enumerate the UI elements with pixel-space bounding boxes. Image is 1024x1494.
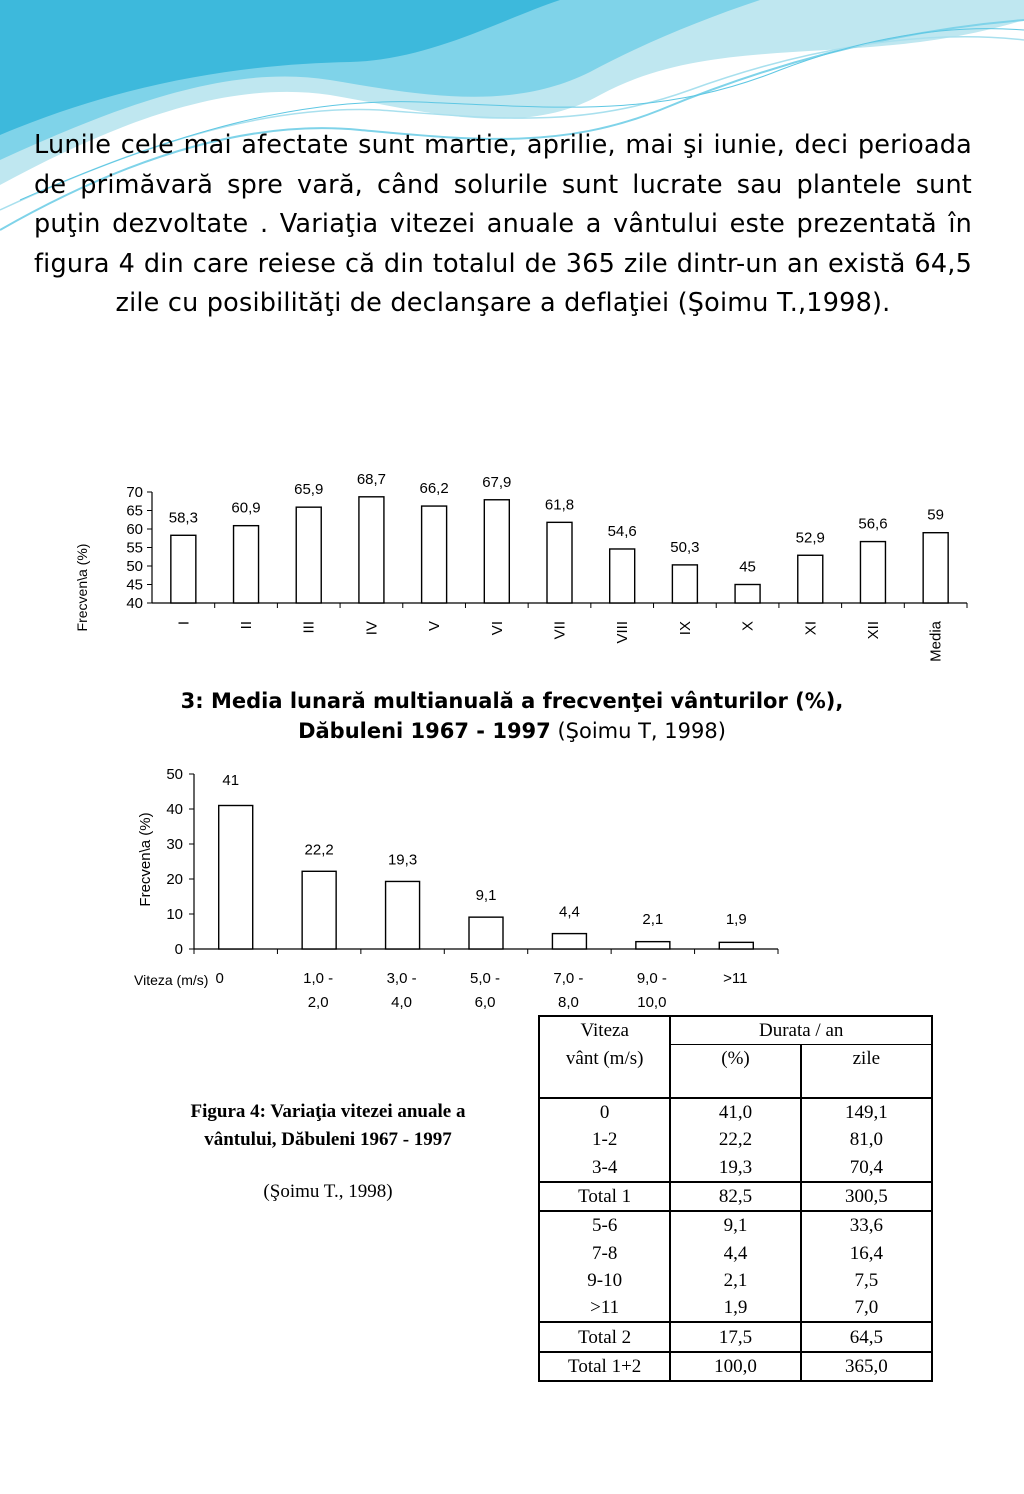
chart1-category-label: IV (363, 621, 381, 636)
table-cell-pct: 82,5 (670, 1182, 800, 1211)
figure4-source: (Şoimu T., 1998) (263, 1181, 393, 1202)
chart1-bar (422, 506, 447, 603)
chart1-bar (359, 497, 384, 603)
chart1-category-label: II (238, 621, 256, 630)
chart2-category-label: 5,0 - (469, 970, 501, 987)
table-cell-zile: 7,5 (801, 1267, 932, 1294)
header-viteza-unit: vânt (m/s) (539, 1045, 670, 1099)
chart2-category-label: 10,0 (637, 994, 667, 1011)
chart1-y-tick-label: 60 (126, 521, 143, 538)
table-cell-viteza: 1-2 (539, 1126, 670, 1153)
chart1-y-axis-label: Frecven\a (%) (74, 543, 90, 632)
chart1-value-label: 65,9 (294, 481, 324, 499)
chart2-bar (719, 942, 753, 949)
chart2-bar (636, 942, 670, 949)
chart2-y-tick-label: 20 (166, 871, 183, 888)
chart2-category-label: 8,0 (557, 994, 579, 1011)
chart2-value-label: 1,9 (725, 911, 747, 928)
chart1-bar (735, 585, 760, 604)
chart1-y-tick-label: 40 (126, 595, 143, 612)
chart1-category-label: IX (676, 621, 694, 636)
table-cell-viteza: 5-6 (539, 1211, 670, 1239)
chart2-y-tick-label: 40 (166, 801, 183, 818)
table-row (539, 1126, 932, 1153)
figure3-caption (0, 686, 1024, 746)
chart1-category-label: XI (802, 621, 820, 636)
chart2-bar (219, 806, 253, 950)
chart1-bar (296, 507, 321, 603)
chart1-y-tick-label: 65 (126, 502, 143, 520)
table-cell-viteza: 3-4 (539, 1154, 670, 1182)
table-cell-pct: 41,0 (670, 1098, 800, 1126)
table-cell-pct: 22,2 (670, 1126, 800, 1153)
chart2-x-axis-label: Viteza (m/s) (134, 972, 209, 988)
table-cell-zile: 70,4 (801, 1154, 932, 1182)
table-row (539, 1182, 932, 1211)
chart2-y-axis-label: Frecven\a (%) (137, 812, 154, 907)
chart2-bar (302, 871, 336, 949)
table-cell-viteza: Total 1+2 (539, 1352, 670, 1381)
chart2-y-tick-label: 0 (174, 941, 183, 958)
chart1-bar (610, 549, 635, 603)
table-cell-viteza: 9-10 (539, 1267, 670, 1294)
chart2-category-label: 2,0 (307, 994, 329, 1011)
table-cell-viteza: >11 (539, 1294, 670, 1322)
chart2-y-tick-label: 50 (166, 766, 183, 783)
chart1-value-label: 45 (739, 558, 756, 576)
chart1-value-label: 54,6 (607, 522, 637, 540)
table-cell-zile: 300,5 (801, 1182, 932, 1211)
header-pct: (%) (670, 1045, 800, 1099)
chart1-value-label: 67,9 (482, 473, 512, 491)
chart1-y-tick-label: 50 (126, 558, 143, 575)
table-row (539, 1352, 932, 1381)
chart1-category-label: VIII (614, 621, 632, 644)
chart1-y-tick-label: 70 (126, 484, 143, 501)
chart2-value-label: 9,1 (475, 887, 497, 905)
chart1-bar (798, 555, 823, 603)
table-cell-pct: 9,1 (670, 1211, 800, 1239)
figure3-caption-line1: 3: Media lunară multianuală a frecvenţei vânturilor (%), (180, 689, 844, 713)
wind-speed-frequency-chart (0, 760, 1024, 1020)
table-row (539, 1211, 932, 1239)
chart1-category-label: I (175, 621, 193, 626)
header-viteza (539, 1016, 670, 1045)
figure3-caption-source: (Şoimu T, 1998) (550, 719, 726, 743)
table-cell-pct: 2,1 (670, 1267, 800, 1294)
table-cell-viteza: 0 (539, 1098, 670, 1126)
chart1-category-label: XII (864, 621, 882, 640)
chart1-y-tick-label: 55 (126, 539, 143, 557)
chart1-value-label: 59 (927, 506, 944, 524)
intro-paragraph: Lunile cele mai afectate sunt martie, aprilie, mai şi iunie, deci perioada de primăvară spre vară, când solurile sunt lucrate sau plantele sunt puţin dezvoltate . Variaţia vitezei anuale a vântului este prezentată în figura 4 din care reiese că din totalul de 365 zile dintr-un an există 64,5 zile cu posibilităţi de declanşare a deflaţiei (Şoimu T.,1998). (34, 130, 972, 318)
chart1-category-label: Media (927, 621, 945, 662)
chart2-bar (469, 917, 503, 949)
table-row (539, 1098, 932, 1126)
chart2-category-label: >11 (723, 970, 748, 987)
figure4-caption: Figura 4: Variaţia vitezei anuale a vântului, Dăbuleni 1967 - 1997 (190, 1101, 466, 1150)
chart1-value-label: 66,2 (419, 480, 449, 498)
table-cell-viteza: 7-8 (539, 1239, 670, 1266)
chart1-category-label: III (300, 621, 318, 634)
chart1-bar (484, 500, 509, 603)
chart2-value-label: 4,4 (558, 903, 580, 921)
table-cell-zile: 33,6 (801, 1211, 932, 1239)
chart1-category-label: V (426, 621, 444, 632)
chart2-value-label: 19,3 (387, 851, 418, 869)
table-cell-viteza: Total 1 (539, 1182, 670, 1211)
chart1-bar (672, 565, 697, 603)
chart2-category-label: 6,0 (474, 994, 496, 1011)
chart2-category-label: 4,0 (391, 994, 413, 1011)
chart1-bar (547, 522, 572, 603)
chart1-value-label: 56,6 (858, 515, 888, 533)
chart1-category-label: VII (551, 621, 569, 640)
chart1-value-label: 58,3 (168, 509, 198, 527)
chart2-value-label: 22,2 (304, 841, 334, 859)
chart2-category-label: 7,0 - (553, 970, 584, 987)
table-row (539, 1239, 932, 1266)
chart2-value-label: 2,1 (642, 911, 664, 928)
chart1-category-label: X (739, 621, 757, 632)
chart2-category-label: 1,0 - (303, 970, 334, 987)
table-cell-viteza: Total 2 (539, 1322, 670, 1351)
table-cell-zile: 365,0 (801, 1352, 932, 1381)
table-row (539, 1322, 932, 1351)
chart2-category-label: 0 (215, 970, 224, 987)
figure3-caption-line2: Dăbuleni 1967 - 1997 (298, 719, 551, 743)
chart1-bar (860, 542, 885, 603)
chart1-value-label: 68,7 (356, 470, 387, 488)
table-cell-pct: 1,9 (670, 1294, 800, 1322)
chart2-category-label: 9,0 - (636, 970, 667, 987)
table-row (539, 1267, 932, 1294)
table-cell-pct: 17,5 (670, 1322, 800, 1351)
table-cell-zile: 16,4 (801, 1239, 932, 1266)
wind-duration-table (538, 1015, 933, 1382)
header-zile: zile (801, 1045, 932, 1099)
chart2-bar (552, 934, 586, 949)
table-row (539, 1294, 932, 1322)
chart2-bar (386, 881, 420, 949)
table-cell-zile: 81,0 (801, 1126, 932, 1153)
chart1-category-label: VI (488, 621, 506, 636)
chart1-bar (923, 533, 948, 603)
table-cell-zile: 64,5 (801, 1322, 932, 1351)
table-cell-pct: 19,3 (670, 1154, 800, 1182)
chart1-bar (234, 526, 259, 603)
table-cell-pct: 4,4 (670, 1239, 800, 1266)
header-durata: Durata / an (670, 1016, 932, 1045)
chart1-value-label: 60,9 (231, 499, 261, 517)
monthly-wind-frequency-chart (0, 460, 1024, 680)
chart1-value-label: 61,8 (544, 496, 575, 514)
table-cell-zile: 7,0 (801, 1294, 932, 1322)
table-cell-zile: 149,1 (801, 1098, 932, 1126)
chart2-category-label: 3,0 - (386, 970, 417, 987)
header-viteza-line1: Viteza (580, 1020, 629, 1041)
table-row (539, 1154, 932, 1182)
chart2-value-label: 41 (222, 772, 240, 789)
chart1-value-label: 52,9 (795, 529, 825, 547)
chart1-y-tick-label: 45 (126, 576, 143, 594)
table-cell-pct: 100,0 (670, 1352, 800, 1381)
chart1-value-label: 50,3 (670, 538, 700, 556)
chart1-bar (171, 535, 196, 603)
chart2-y-tick-label: 30 (166, 836, 183, 853)
chart2-y-tick-label: 10 (166, 906, 183, 923)
